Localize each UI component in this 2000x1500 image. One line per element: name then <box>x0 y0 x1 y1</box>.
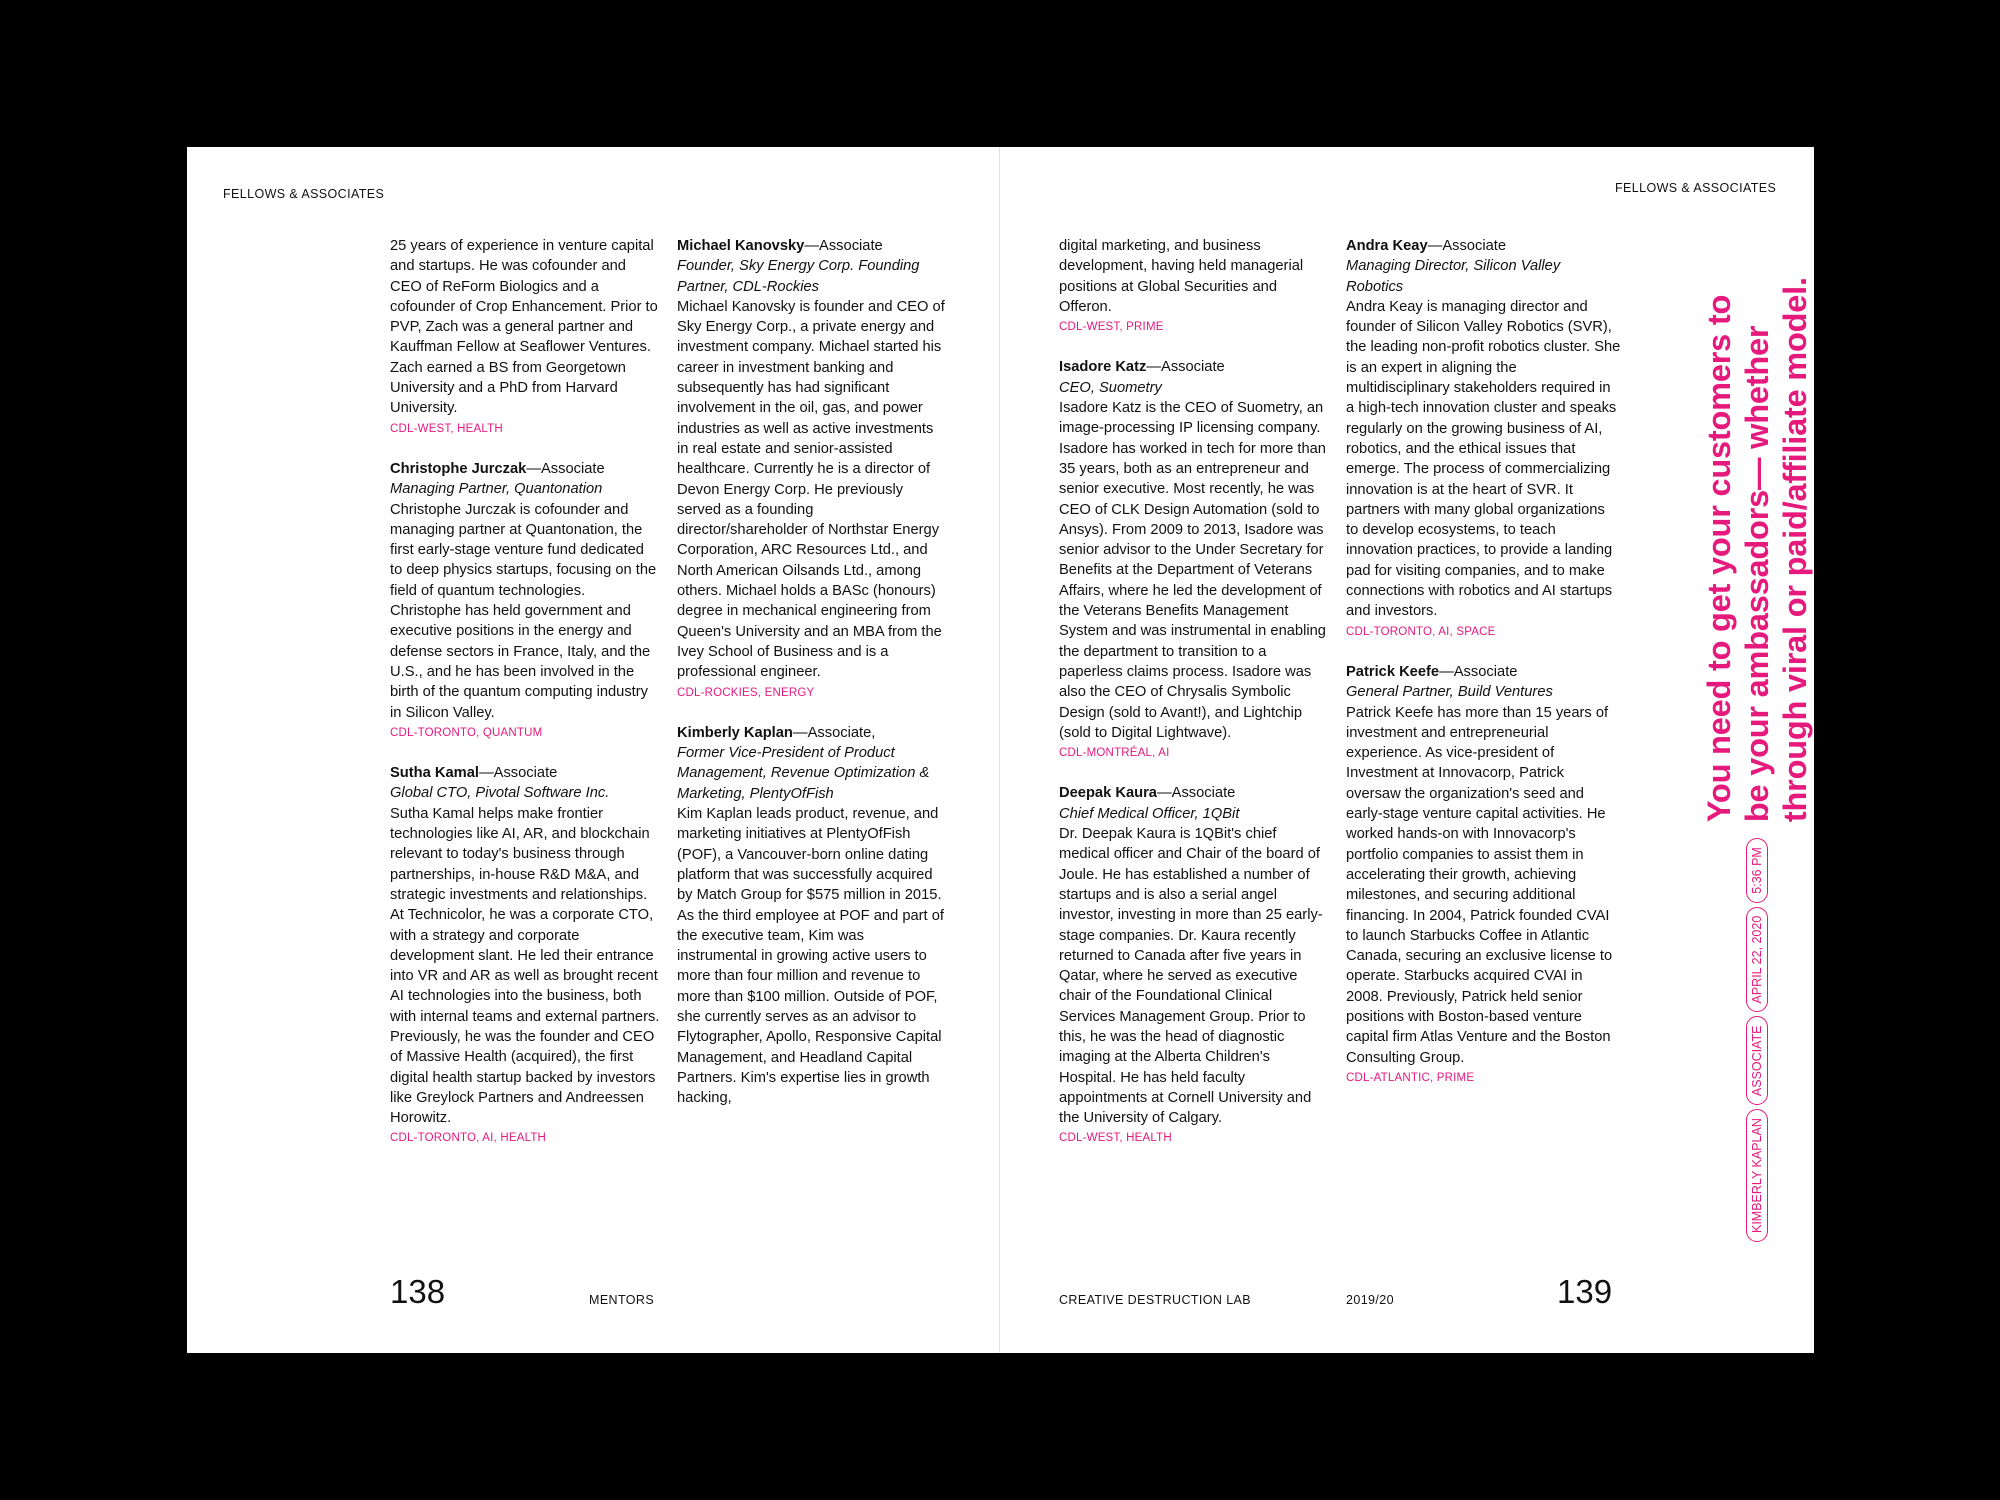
footer-label-mentors: MENTORS <box>589 1293 655 1307</box>
magazine-spread <box>187 147 1814 1353</box>
mentor-role: Chief Medical Officer, 1QBit <box>1059 805 1240 822</box>
attribution-pill-role: ASSOCIATE <box>1746 1017 1768 1106</box>
mentor-bio: Michael Kanovsky is founder and CEO of Sky Energy Corp., a private energy and investment company. Michael started his career in investment banking and subsequently has had significant involvement in the oil, gas, and power industries as well as active investments in real estate and senior-assisted healthcare. Currently he is a director of Devon Energy Corp. He previously served as a founding director/shareholder of Northstar Energy Corporation, ARC Resources Ltd., and North American Oilsands Ltd., among others. Michael holds a BASc (honours) degree in mechanical engineering from Queen's University and an MBA from the Ivey School of Business and is a professional engineer. <box>677 298 945 681</box>
mentor-bio: Patrick Keefe has more than 15 years of investment and entrepreneurial experience. As vice-president of Investment at Innovacorp, Patrick oversaw the organization's seed and early-stage venture capital activities. He worked hands-on with Innovacorp's portfolio companies to assist them in accelerating their growth, achieving milestones, and securing additional financing. In 2004, Patrick founded CVAI to launch Starbucks Coffee in Atlantic Canada, securing an exclusive license to operate. Starbucks acquired CVAI in 2008. Previously, Patrick held senior positions with Boston-based venture capital firm Atlas Venture and the Boston Consulting Group. <box>1346 704 1613 1066</box>
mentor-entry <box>677 723 947 1109</box>
mentor-heading <box>677 236 947 256</box>
footer-year: 2019/20 <box>1346 1293 1394 1307</box>
mentor-role: Former Vice-President of Product Management, Revenue Optimization & Marketing, PlentyOfFish <box>677 745 930 802</box>
mentor-title: —Associate, <box>792 724 876 741</box>
mentor-bio: Kim Kaplan leads product, revenue, and marketing initiatives at PlentyOfFish (POF), a Vancouver-born online dating platform that was successfully acquired by Match Group for $575 million in 2015. As the third employee at POF and part of the executive team, Kim was instrumental in growing active users to more than four million and revenue to more than $100 million. Outside of POF, she currently serves as an advisor to Flytographer, Apollo, Responsive Capital Management, and Headland Capital Partners. Kim's expertise lies in growth hacking, <box>677 806 944 1107</box>
pull-quote: You need to get your customers to be your ambassadors— whether through viral or paid/affiliate model. <box>1701 277 1813 823</box>
mentor-entry <box>1059 236 1329 337</box>
page-number-right: 139 <box>1557 1273 1613 1310</box>
text-column-3 <box>1059 236 1329 1149</box>
mentor-title: —Associate <box>1427 238 1507 254</box>
mentor-heading <box>677 723 947 743</box>
mentor-entry <box>1059 357 1329 763</box>
mentor-tags: CDL-ATLANTIC, PRIME <box>1346 1071 1475 1084</box>
mentor-role: Founder, Sky Energy Corp. Founding Partner, CDL-Rockies <box>677 258 920 295</box>
mentor-role: Managing Director, Silicon Valley Robotics <box>1346 258 1561 295</box>
mentor-name: Sutha Kamal <box>390 765 479 782</box>
mentor-title: —Associate <box>1146 359 1225 376</box>
mentor-name: Michael Kanovsky <box>677 238 805 254</box>
mentor-tags: CDL-WEST, HEALTH <box>390 422 503 435</box>
text-column-1 <box>390 236 660 1149</box>
mentor-name: Christophe Jurczak <box>390 460 527 477</box>
mentor-bio: 25 years of experience in venture capital and startups. He was cofounder and CEO of ReForm Biologics and a cofounder of Crop Enhancement. Prior to PVP, Zach was a general partner and Kauffman Fellow at Seaflower Ventures. Zach earned a BS from Georgetown University and a PhD from Harvard University. <box>390 238 658 417</box>
mentor-bio: digital marketing, and business development, having held managerial positions at Global Securities and Offeron. <box>1059 238 1304 315</box>
mentor-name: Kimberly Kaplan <box>677 724 793 741</box>
mentor-entry <box>390 236 660 439</box>
mentor-tags: CDL-WEST, PRIME <box>1059 321 1164 334</box>
mentor-name: Isadore Katz <box>1059 359 1147 376</box>
mentor-role: Global CTO, Pivotal Software Inc. <box>390 785 610 802</box>
mentor-entry <box>390 763 660 1149</box>
footer-label-cdl: CREATIVE DESTRUCTION LAB <box>1059 1293 1252 1307</box>
mentor-heading <box>1346 236 1621 256</box>
mentor-title: —Associate <box>1156 785 1236 802</box>
mentor-bio: Isadore Katz is the CEO of Suometry, an image-processing IP licensing company. Isadore has worked in tech for more than 35 years, both as an entrepreneur and senior executive. Most recently, he was CEO of CLK Design Automation (sold to Ansys). From 2009 to 2013, Isadore was senior advisor to the Under Secretary for Benefits at the Department of Veterans Affairs, where he led the development of the Veterans Benefits Management System and was instrumental in enabling the department to transition to a paperless claims process. Isadore was also the CEO of Chrysalis Symbolic Design (sold to Avant!), and Lightchip (sold to Digital Lightwave). <box>1059 400 1326 741</box>
mentor-bio: Dr. Deepak Kaura is 1QBit's chief medical officer and Chair of the board of Joule. He has established a number of startups and is also a serial angel investor, investing in more than 25 early-stage companies. Dr. Kaura recently returned to Canada after five years in Qatar, where he served as executive chair of the Foundational Clinical Services Management Group. Prior to this, he was the head of diagnostic imaging at the Alberta Children's Hospital. He has held faculty appointments at Cornell University and the University of Calgary. <box>1059 826 1323 1127</box>
section-header-right: FELLOWS & ASSOCIATES <box>1615 181 1777 195</box>
mentor-title: —Associate <box>526 460 605 477</box>
text-column-4 <box>1346 236 1621 1088</box>
mentor-entry <box>1346 662 1621 1088</box>
mentor-bio: Sutha Kamal helps make frontier technologies like AI, AR, and blockchain relevant to today's business through partnerships, in-house R&D M&A, and strategic investments and relationships. At Technicolor, he was a corporate CTO, with a strategy and corporate development slant. He led their entrance into VR and AR as well as brought recent AI technologies into the business, both with internal teams and external partners. Previously, he was the founder and CEO of Massive Health (acquired), the first digital health startup backed by investors like Greylock Partners and Andreessen Horowitz. <box>390 805 660 1127</box>
mentor-name: Andra Keay <box>1346 238 1428 254</box>
mentor-tags: CDL-TORONTO, AI, HEALTH <box>390 1132 547 1145</box>
mentor-role: Managing Partner, Quantonation <box>390 481 603 498</box>
mentor-name: Deepak Kaura <box>1059 785 1157 802</box>
section-header-left: FELLOWS & ASSOCIATES <box>223 187 385 201</box>
mentor-heading <box>1346 662 1621 682</box>
mentor-title: —Associate <box>478 765 558 782</box>
attribution-pill-name: KIMBERLY KAPLAN <box>1746 1109 1768 1242</box>
mentor-tags: CDL-TORONTO, QUANTUM <box>390 726 543 739</box>
page-number-left: 138 <box>390 1273 446 1310</box>
mentor-entry <box>390 459 660 743</box>
attribution-pill-date: APRIL 22, 2020 <box>1746 907 1768 1013</box>
pull-quote-sidebar <box>1701 252 1813 1242</box>
mentor-tags: CDL-ROCKIES, ENERGY <box>677 686 815 699</box>
quote-attribution <box>1746 834 1768 1242</box>
mentor-entry <box>1346 236 1621 642</box>
text-column-2 <box>677 236 947 1108</box>
mentor-role: CEO, Suometry <box>1059 379 1162 396</box>
mentor-title: —Associate <box>1439 663 1518 680</box>
mentor-tags: CDL-MONTRÉAL, AI <box>1059 747 1170 760</box>
mentor-title: —Associate <box>804 238 883 254</box>
mentor-role: General Partner, Build Ventures <box>1346 684 1553 701</box>
mentor-heading <box>390 763 660 783</box>
mentor-heading <box>1059 357 1329 377</box>
mentor-tags: CDL-TORONTO, AI, SPACE <box>1346 625 1496 638</box>
mentor-tags: CDL-WEST, HEALTH <box>1059 1132 1172 1145</box>
mentor-heading <box>1059 783 1329 803</box>
mentor-heading <box>390 459 660 479</box>
mentor-entry <box>1059 783 1329 1148</box>
mentor-bio: Christophe Jurczak is cofounder and managing partner at Quantonation, the first early-stage venture fund dedicated to deep physics startups, focusing on the field of quantum technologies. Christophe has held government and executive positions in the energy and defense sectors in France, Italy, and the U.S., and he has been involved in the birth of the quantum computing industry in Silicon Valley. <box>390 501 657 721</box>
attribution-pill-time: 5:36 PM <box>1746 838 1768 903</box>
mentor-name: Patrick Keefe <box>1346 663 1440 680</box>
mentor-bio: Andra Keay is managing director and founder of Silicon Valley Robotics (SVR), the leading non-profit robotics cluster. She is an expert in aligning the multidisciplinary stakeholders required in a high-tech innovation cluster and speaks regularly on the growing business of AI, robotics, and the ethical issues that emerge. The process of commercializing innovation is at the heart of SVR. It partners with many global organizations to develop ecosystems, to teach innovation practices, to provide a landing pad for visiting companies, and to make connections with robotics and AI startups and investors. <box>1346 298 1621 620</box>
page-gutter <box>999 147 1000 1353</box>
mentor-entry <box>677 236 947 703</box>
